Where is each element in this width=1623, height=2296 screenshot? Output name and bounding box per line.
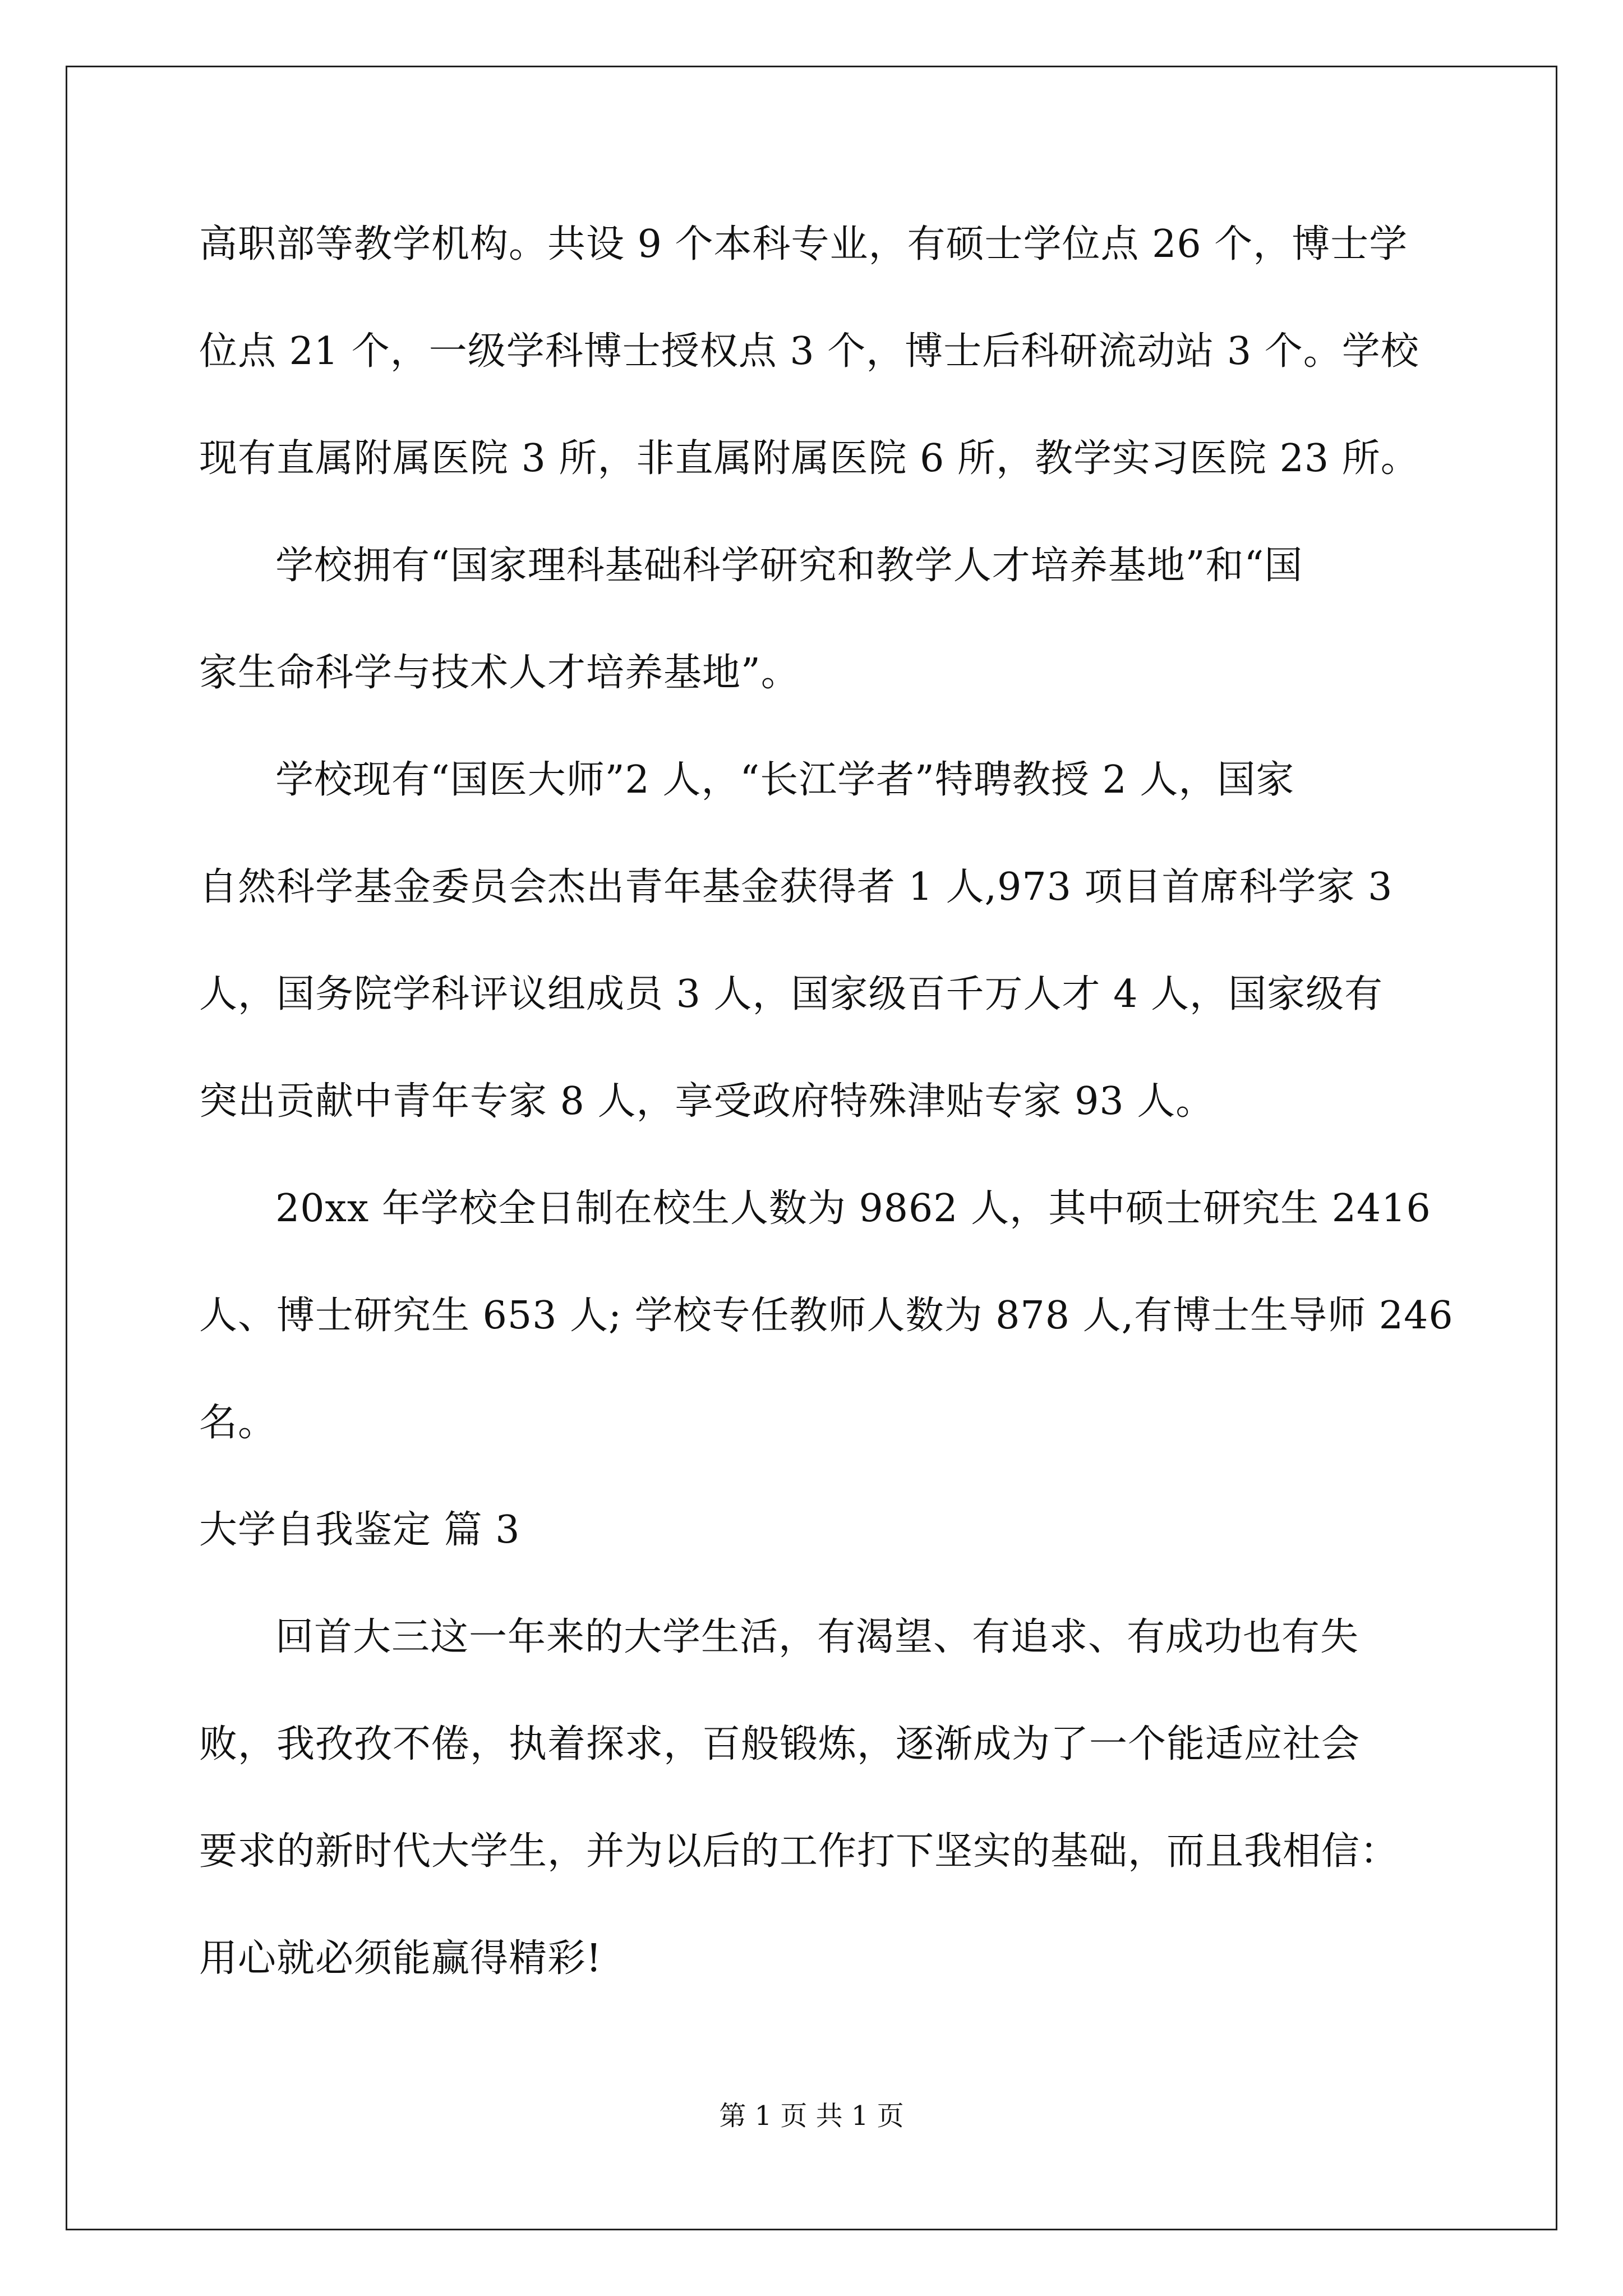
- paragraph-1-line-3: 现有直属附属医院 3 所，非直属附属医院 6 所，教学实习医院 23 所。: [199, 436, 1419, 481]
- page-footer: 第 1 页 共 1 页: [719, 2100, 904, 2132]
- paragraph-3-line-3: 人，国务院学科评议组成员 3 人，国家级百千万人才 4 人，国家级有: [199, 972, 1383, 1016]
- paragraph-3-line-1: 学校现有“国医大师”2 人，“长江学者”特聘教授 2 人，国家: [275, 758, 1295, 802]
- paragraph-6-line-2: 败，我孜孜不倦，执着探求，百般锻炼，逐渐成为了一个能适应社会: [199, 1722, 1361, 1766]
- paragraph-3-line-4: 突出贡献中青年专家 8 人，享受政府特殊津贴专家 93 人。: [199, 1079, 1215, 1124]
- paragraph-6-line-3: 要求的新时代大学生，并为以后的工作打下坚实的基础，而且我相信：: [199, 1829, 1399, 1874]
- section-heading: 大学自我鉴定 篇 3: [199, 1508, 520, 1552]
- paragraph-1-line-2: 位点 21 个，一级学科博士授权点 3 个，博士后科研流动站 3 个。学校: [199, 329, 1419, 374]
- paragraph-4-line-3: 名。: [199, 1401, 277, 1445]
- paragraph-2-line-2: 家生命科学与技术人才培养基地”。: [199, 651, 800, 695]
- paragraph-1-line-1: 高职部等教学机构。共设 9 个本科专业，有硕士学位点 26 个，博士学: [199, 222, 1408, 266]
- paragraph-6-line-4: 用心就必须能赢得精彩!: [199, 1936, 602, 1981]
- paragraph-4-line-2: 人、博士研究生 653 人; 学校专任教师人数为 878 人,有博士生导师 246: [199, 1294, 1454, 1338]
- paragraph-2-line-1: 学校拥有“国家理科基础科学研究和教学人才培养基地”和“国: [275, 544, 1303, 588]
- paragraph-6-line-1: 回首大三这一年来的大学生活，有渴望、有追求、有成功也有失: [275, 1615, 1359, 1659]
- document-body: [199, 218, 1454, 1986]
- paragraph-3-line-2: 自然科学基金委员会杰出青年基金获得者 1 人,973 项目首席科学家 3: [199, 865, 1393, 909]
- paragraph-4-line-1: 20xx 年学校全日制在校生人数为 9862 人，其中硕士研究生 2416: [275, 1186, 1431, 1231]
